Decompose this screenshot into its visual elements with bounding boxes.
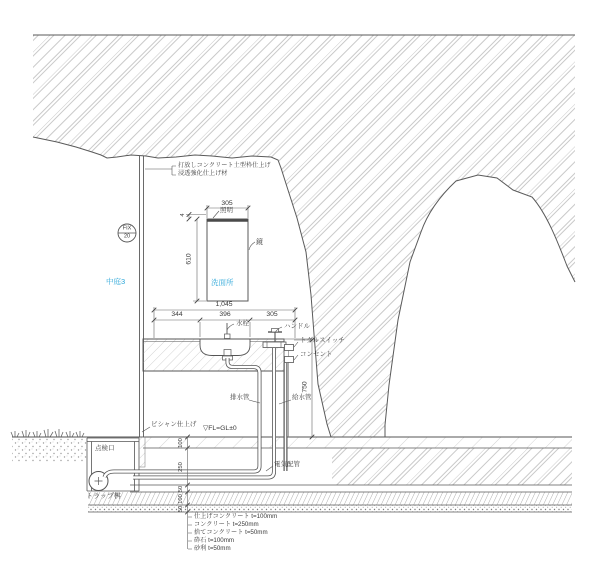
mirror-label: 鏡 [256,239,263,246]
wall-note-formwork: 打放しコンクリート土型枠仕上げ [178,162,271,169]
dim-layer-concrete: 250 [177,461,184,472]
drain-pipe-label: 排水管 [230,393,250,401]
dim-counter-total: 1,045 [215,300,233,308]
exterior-ground [11,429,87,463]
bush-hammer-label: ビシャン仕上げ [151,421,197,428]
dim-lighting-gap: 4 [180,213,187,217]
electrical-conduit-label: 電気配管 [274,461,300,468]
fix-window-type-label: FIX [122,225,132,232]
courtyard-label accent: 中庭3 [106,277,126,286]
washroom-label accent: 洗面所 [211,278,234,287]
dim-counter-height: 750 [301,381,309,393]
concrete-wall-mass [33,35,575,437]
grass-icon [11,429,84,437]
mixing-valve-handle [263,329,286,348]
dim-mirror-height: 610 [185,253,193,265]
wall-note-penetrant: 浸透強化仕上げ材 [178,170,228,177]
lighting-label: 照明 [220,207,233,214]
floor-note-finish-concrete: 仕上げコンクリート t=100mm [194,512,278,520]
dim-segment-396: 396 [219,310,231,318]
dim-layer-crushed: 100 [177,493,184,504]
outlet-box [285,357,294,363]
dim-layer-finish: 100 [177,437,184,448]
trap-basin-label: トラップ桝 [86,493,121,500]
dim-segment-305: 305 [266,310,278,318]
basin-drain-fitting [224,350,231,356]
toggle-switch-box [285,345,294,351]
faucet-label: 水栓 [236,319,249,327]
dim-mirror-width: 305 [221,199,233,207]
fix-window-glazing [118,156,144,437]
mirror [207,219,248,301]
fix-window-size-label: 20 [123,233,131,240]
floor-note-crushed-stone: 砕石 t=100mm [194,536,235,544]
supply-pipe-label: 給水管 [292,393,312,401]
floor-note-concrete: コンクリート t=250mm [194,520,259,528]
dim-layer-gravel: 50 [177,505,184,512]
inspection-port-label: 点検口 [95,445,115,452]
outlet-label: コンセント [300,350,333,358]
floor-note-gravel: 砂利 t=50mm [194,544,231,552]
floor-note-lean-concrete: 捨てコンクリート t=50mm [194,528,268,536]
dim-layer-lean: 50 [177,485,184,492]
vanity-counter [143,319,315,437]
toggle-switch-label: トグルスイッチ [300,337,345,344]
floor-level-label: ▽FL=GL±0 [203,425,237,432]
handle-label: ハンドル [284,322,310,330]
dim-segment-344: 344 [171,310,183,318]
